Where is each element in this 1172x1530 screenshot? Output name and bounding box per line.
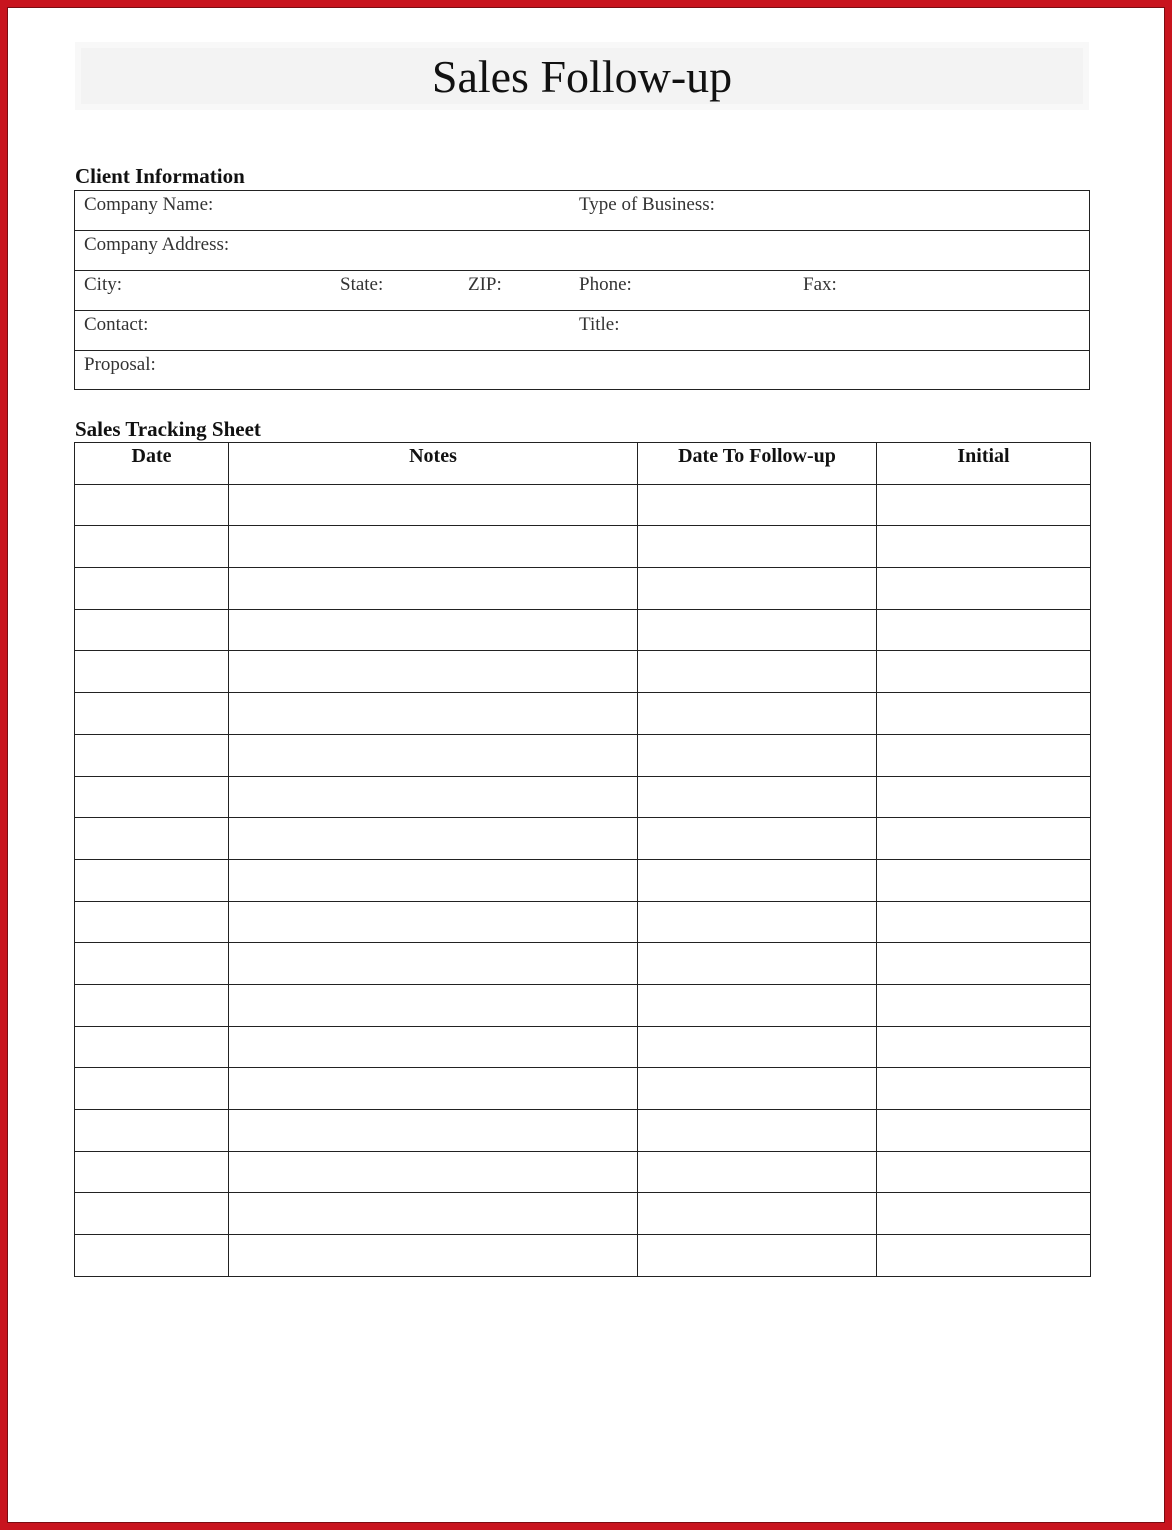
table-row <box>75 1193 1091 1235</box>
date-cell[interactable] <box>75 651 229 693</box>
initial-cell[interactable] <box>877 568 1091 610</box>
date-cell[interactable] <box>75 859 229 901</box>
follow-up-date-cell[interactable] <box>638 693 877 735</box>
notes-cell[interactable] <box>229 776 638 818</box>
follow-up-date-cell[interactable] <box>638 484 877 526</box>
date-cell[interactable] <box>75 1026 229 1068</box>
tracking-header-row <box>75 443 1091 485</box>
table-row <box>75 734 1091 776</box>
city-label: City: <box>84 274 123 295</box>
client-row-company <box>75 191 1089 231</box>
state-label: State: <box>340 274 384 295</box>
table-row <box>75 526 1091 568</box>
sales-tracking-heading: Sales Tracking Sheet <box>75 417 261 441</box>
notes-cell[interactable] <box>229 859 638 901</box>
follow-up-date-cell[interactable] <box>638 943 877 985</box>
table-row <box>75 818 1091 860</box>
table-row <box>75 609 1091 651</box>
notes-cell[interactable] <box>229 693 638 735</box>
date-cell[interactable] <box>75 1151 229 1193</box>
date-cell[interactable] <box>75 943 229 985</box>
tracking-body <box>75 484 1091 1276</box>
initial-cell[interactable] <box>877 1235 1091 1277</box>
client-information-heading: Client Information <box>75 164 245 188</box>
type-of-business-label: Type of Business: <box>579 194 715 215</box>
notes-cell[interactable] <box>229 734 638 776</box>
initial-cell[interactable] <box>877 859 1091 901</box>
notes-cell[interactable] <box>229 1235 638 1277</box>
table-row <box>75 1068 1091 1110</box>
initial-cell[interactable] <box>877 901 1091 943</box>
date-cell[interactable] <box>75 609 229 651</box>
date-cell[interactable] <box>75 526 229 568</box>
table-row <box>75 1235 1091 1277</box>
date-cell[interactable] <box>75 1193 229 1235</box>
initial-cell[interactable] <box>877 734 1091 776</box>
follow-up-date-cell[interactable] <box>638 1151 877 1193</box>
table-row <box>75 901 1091 943</box>
notes-cell[interactable] <box>229 526 638 568</box>
follow-up-date-cell[interactable] <box>638 651 877 693</box>
date-cell[interactable] <box>75 568 229 610</box>
follow-up-date-cell[interactable] <box>638 609 877 651</box>
table-row <box>75 693 1091 735</box>
notes-cell[interactable] <box>229 1151 638 1193</box>
notes-cell[interactable] <box>229 901 638 943</box>
follow-up-date-cell[interactable] <box>638 734 877 776</box>
follow-up-date-cell[interactable] <box>638 526 877 568</box>
initial-cell[interactable] <box>877 943 1091 985</box>
notes-cell[interactable] <box>229 984 638 1026</box>
zip-label: ZIP: <box>468 274 502 295</box>
initial-cell[interactable] <box>877 818 1091 860</box>
initial-cell[interactable] <box>877 1068 1091 1110</box>
follow-up-date-cell[interactable] <box>638 1068 877 1110</box>
date-cell[interactable] <box>75 1235 229 1277</box>
table-row <box>75 1110 1091 1152</box>
company-name-label: Company Name: <box>84 194 214 215</box>
proposal-label: Proposal: <box>84 354 156 375</box>
initial-cell[interactable] <box>877 1026 1091 1068</box>
client-row-address <box>75 231 1089 271</box>
notes-cell[interactable] <box>229 1026 638 1068</box>
table-row <box>75 1026 1091 1068</box>
follow-up-date-cell[interactable] <box>638 1110 877 1152</box>
notes-cell[interactable] <box>229 568 638 610</box>
sales-tracking-table <box>74 442 1091 1277</box>
phone-label: Phone: <box>579 274 632 295</box>
initial-cell[interactable] <box>877 651 1091 693</box>
notes-cell[interactable] <box>229 943 638 985</box>
page-title: Sales Follow-up <box>431 51 733 102</box>
notes-cell[interactable] <box>229 1193 638 1235</box>
table-row <box>75 984 1091 1026</box>
follow-up-date-cell[interactable] <box>638 859 877 901</box>
client-information-box <box>74 190 1090 390</box>
date-cell[interactable] <box>75 984 229 1026</box>
table-row <box>75 776 1091 818</box>
fax-label: Fax: <box>803 274 837 295</box>
follow-up-date-cell[interactable] <box>638 984 877 1026</box>
initial-cell[interactable] <box>877 1193 1091 1235</box>
notes-cell[interactable] <box>229 651 638 693</box>
initial-cell[interactable] <box>877 984 1091 1026</box>
column-header-date: Date <box>75 443 229 485</box>
initial-cell[interactable] <box>877 526 1091 568</box>
date-cell[interactable] <box>75 734 229 776</box>
company-address-label: Company Address: <box>84 234 230 255</box>
contact-title-label: Title: <box>579 314 620 335</box>
table-row <box>75 1151 1091 1193</box>
notes-cell[interactable] <box>229 1110 638 1152</box>
date-cell[interactable] <box>75 484 229 526</box>
table-row <box>75 943 1091 985</box>
notes-cell[interactable] <box>229 818 638 860</box>
follow-up-date-cell[interactable] <box>638 818 877 860</box>
initial-cell[interactable] <box>877 484 1091 526</box>
table-row <box>75 568 1091 610</box>
follow-up-date-cell[interactable] <box>638 1026 877 1068</box>
column-header-notes: Notes <box>229 443 638 485</box>
table-row <box>75 651 1091 693</box>
follow-up-date-cell[interactable] <box>638 901 877 943</box>
client-row-contact <box>75 311 1089 351</box>
client-row-location <box>75 271 1089 311</box>
initial-cell[interactable] <box>877 609 1091 651</box>
follow-up-date-cell[interactable] <box>638 568 877 610</box>
follow-up-date-cell[interactable] <box>638 1193 877 1235</box>
date-cell[interactable] <box>75 1068 229 1110</box>
client-row-proposal <box>75 351 1089 391</box>
table-row <box>75 859 1091 901</box>
initial-cell[interactable] <box>877 776 1091 818</box>
notes-cell[interactable] <box>229 484 638 526</box>
date-cell[interactable] <box>75 901 229 943</box>
notes-cell[interactable] <box>229 1068 638 1110</box>
date-cell[interactable] <box>75 1110 229 1152</box>
notes-cell[interactable] <box>229 609 638 651</box>
column-header-date-to-follow-up: Date To Follow-up <box>638 443 877 485</box>
table-row <box>75 484 1091 526</box>
initial-cell[interactable] <box>877 1151 1091 1193</box>
date-cell[interactable] <box>75 818 229 860</box>
title-band <box>75 42 1089 110</box>
date-cell[interactable] <box>75 693 229 735</box>
follow-up-date-cell[interactable] <box>638 1235 877 1277</box>
initial-cell[interactable] <box>877 693 1091 735</box>
column-header-initial: Initial <box>877 443 1091 485</box>
initial-cell[interactable] <box>877 1110 1091 1152</box>
contact-label: Contact: <box>84 314 149 335</box>
follow-up-date-cell[interactable] <box>638 776 877 818</box>
date-cell[interactable] <box>75 776 229 818</box>
